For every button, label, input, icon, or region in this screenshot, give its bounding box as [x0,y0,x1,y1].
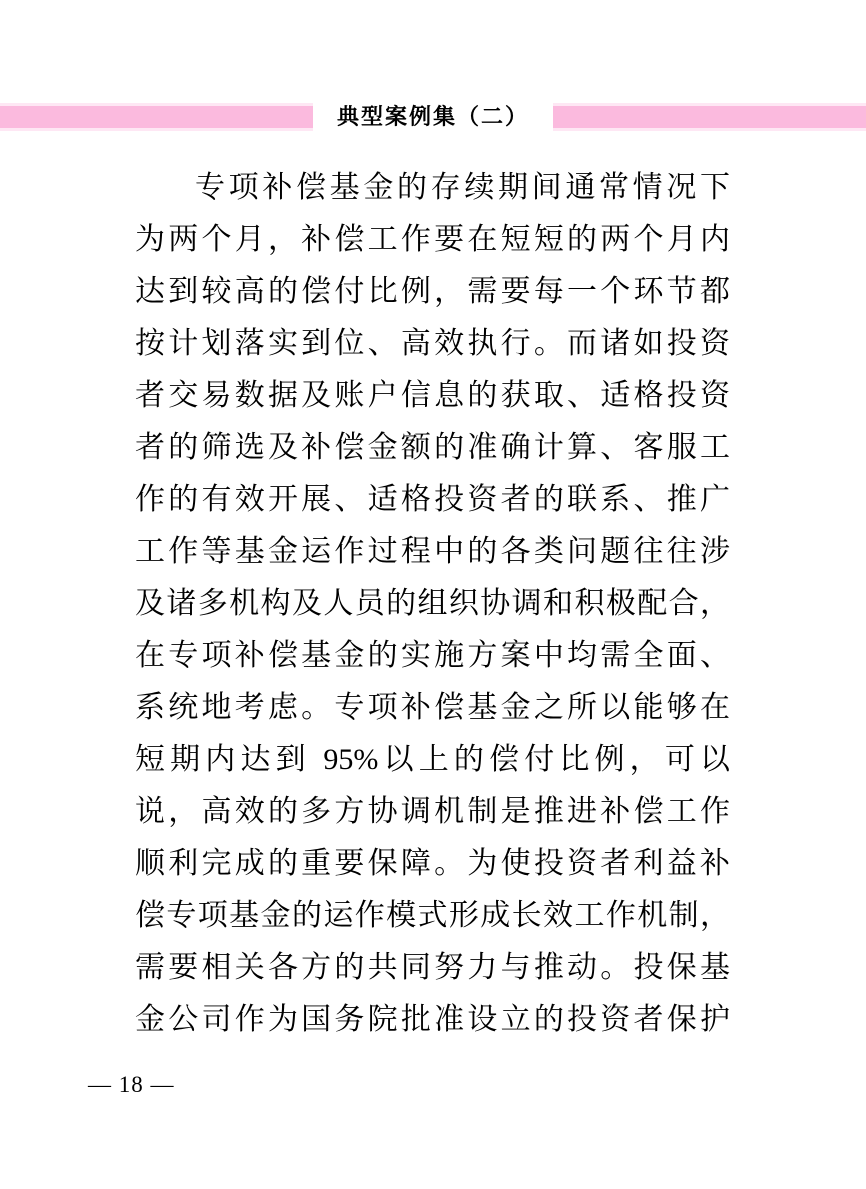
header-pink-bar-right [553,103,866,131]
header-band [0,103,866,131]
text-line: 者的筛选及补偿金额的准确计算、客服工 [135,431,730,464]
text-line: 专项补偿基金的存续期间通常情况下 [195,171,730,204]
text-line: 作的有效开展、适格投资者的联系、推广 [135,483,730,516]
page-number: — 18 — [88,1072,175,1097]
text-line: 短期内达到 95%以上的偿付比例，可以 [135,743,730,776]
text-line: 偿专项基金的运作模式形成长效工作机制， [135,899,730,932]
header-pink-bar-left [0,103,313,131]
text-line: 达到较高的偿付比例，需要每一个环节都 [135,275,730,308]
text-line: 及诸多机构及人员的组织协调和积极配合， [135,587,730,620]
text-line: 说，高效的多方协调机制是推进补偿工作 [135,795,730,828]
page-header-title: 典型案例集（二） [337,104,530,129]
text-line: 系统地考虑。专项补偿基金之所以能够在 [135,691,730,724]
body-paragraph [135,162,730,1046]
text-line: 工作等基金运作过程中的各类问题往往涉 [135,535,730,568]
text-line: 按计划落实到位、高效执行。而诸如投资 [135,327,730,360]
text-line: 者交易数据及账户信息的获取、适格投资 [135,379,730,412]
text-line: 顺利完成的重要保障。为使投资者利益补 [135,847,730,880]
text-line: 需要相关各方的共同努力与推动。投保基 [135,951,730,984]
text-line: 为两个月，补偿工作要在短短的两个月内 [135,223,730,256]
text-line: 金公司作为国务院批准设立的投资者保护 [135,1003,730,1036]
text-line: 在专项补偿基金的实施方案中均需全面、 [135,639,730,672]
